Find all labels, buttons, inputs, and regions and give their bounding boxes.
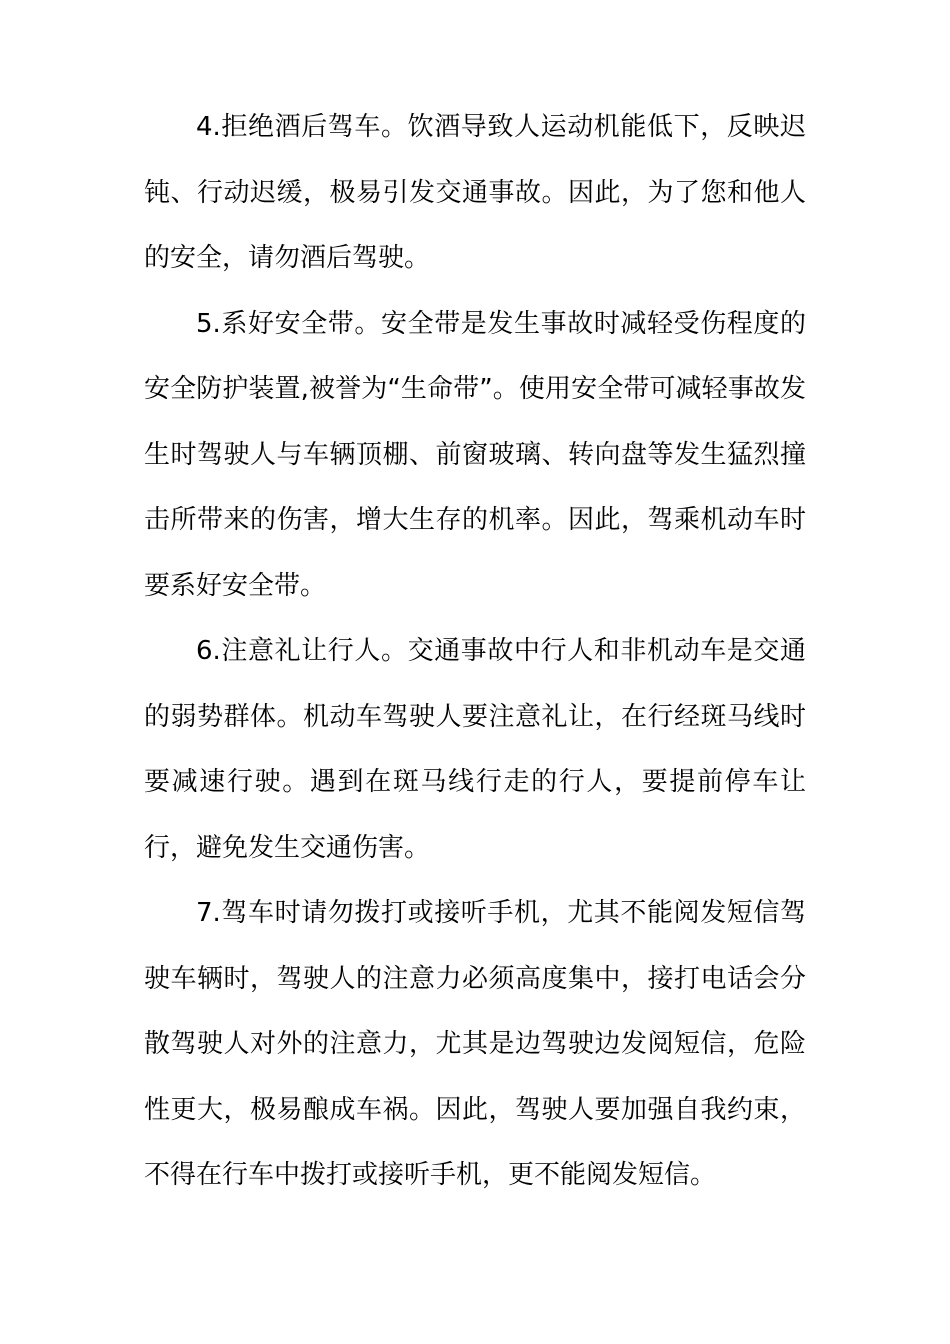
paragraph-5-seatbelt: 5.系好安全带。安全带是发生事故时减轻受伤程度的安全防护装置,被誉为“生命带”。使用安全带可减轻事故发生时驾驶人与车辆顶棚、前窗玻璃、转向盘等发生猛烈撞击所带来的伤害，增大生存的机率。因此，驾乘机动车时要系好安全带。 [144, 308, 806, 601]
paragraph-6-yield-pedestrians: 6.注意礼让行人。交通事故中行人和非机动车是交通的弱势群体。机动车驾驶人要注意礼让，在行经斑马线时要减速行驶。遇到在斑马线行走的行人，要提前停车让行，避免发生交通伤害。 [144, 636, 806, 863]
document-body [144, 95, 806, 1209]
paragraph-4-no-drunk-driving: 4.拒绝酒后驾车。饮酒导致人运动机能低下，反映迟钝、行动迟缓，极易引发交通事故。因此，为了您和他人的安全，请勿酒后驾驶。 [144, 112, 806, 273]
paragraph-7-no-phone: 7.驾车时请勿拨打或接听手机，尤其不能阅发短信驾驶车辆时，驾驶人的注意力必须高度集中，接打电话会分散驾驶人对外的注意力，尤其是边驾驶边发阅短信，危险性更大，极易酿成车祸。因此，驾驶人要加强自我约束，不得在行车中拨打或接听手机，更不能阅发短信。 [144, 898, 806, 1190]
